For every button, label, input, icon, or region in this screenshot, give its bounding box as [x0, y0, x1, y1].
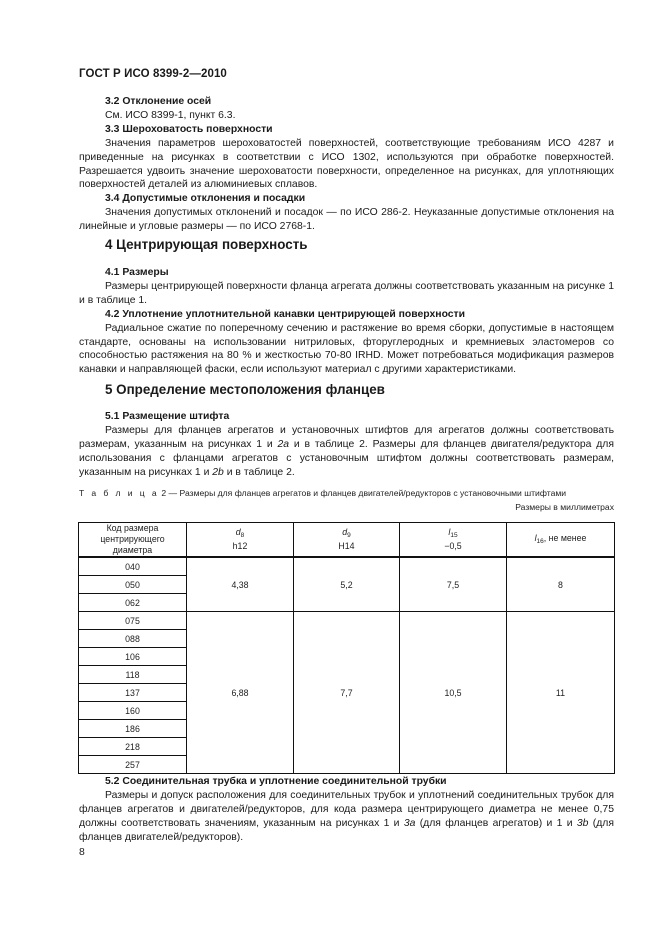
figure-ref: 2b: [212, 466, 224, 478]
symbol: l: [448, 527, 451, 537]
code-cell: 040: [79, 557, 187, 576]
section-5-2-text: [79, 789, 614, 845]
subscript: 9: [347, 532, 351, 539]
figure-ref: 2a: [277, 438, 290, 450]
tolerance: −0,5: [444, 541, 462, 551]
section-3-2-title: 3.2 Отклонение осей: [105, 96, 212, 107]
code-cell: 075: [79, 612, 187, 630]
l16-cell: 11: [507, 612, 615, 774]
table-header-row: [79, 523, 615, 558]
l16-cell: 8: [507, 557, 615, 612]
figure-ref: 3a: [403, 817, 416, 829]
section-5-1-text: [79, 424, 614, 480]
page-number: 8: [79, 847, 85, 858]
subscript: 15: [450, 532, 458, 539]
suffix: , не менее: [543, 532, 587, 543]
symbol: d: [342, 527, 348, 537]
section-5-1: [79, 410, 614, 480]
section-4-title: 4 Центрирующая поверхность: [105, 237, 308, 252]
section-3-4-title: 3.4 Допустимые отклонения и посадки: [105, 193, 306, 205]
table-row: [79, 557, 615, 576]
section-4-2-title: 4.2 Уплотнение уплотнительной канавки центрирующей поверхности: [105, 308, 466, 320]
code-cell: 062: [79, 594, 187, 612]
code-cell: 218: [79, 738, 187, 756]
text-run: Размеры и допуск расположения для соединительных трубок и уплотнений соединительных трубок для фланцев агрегатов и двигателей/редукторов, для кода размера центрирующего диаметра не менее 0,75 должны соответствовать значениям, указанным на рисунках 1 и: [79, 789, 614, 829]
header-d9: [294, 523, 400, 558]
table-label: Т а б л и ц а: [79, 488, 159, 498]
section-4-2-text: Радиальное сжатие по поперечному сечению и растяжение во время сборки, допустимые в настоящем стандарте, основаны на использовании нитриловых, фторуглеродных и кремниевых эластомеров со способностью растяжения на 80 % и жесткостью 70-80 IRHD. Может потребоваться модификация размеров канавки и направляющей фаски, если используют материал с другими характеристиками.: [79, 322, 614, 376]
section-5-2-title: 5.2 Соединительная трубка и уплотнение соединительной трубки: [105, 776, 447, 787]
header-code: [79, 523, 187, 558]
section-5-title: 5 Определение местоположения фланцев: [105, 382, 385, 397]
text-run: и в таблице 2. Размеры для фланцев двигателя/редуктора для использования с фланцами агрегатов с установочным штифтом должны соответствовать размерам, указанным на рисунках 1 и: [79, 438, 614, 478]
text-run: (для фланцев агрегатов) и 1 и: [415, 817, 577, 829]
subscript: 8: [240, 532, 245, 539]
tolerance: h12: [232, 541, 248, 551]
section-3-3-text: Значения параметров шероховатостей поверхностей, соответствующие требованиям ИСО 4287 и приведенные на рисунках в соответствии с ИСО 1302, используются при обработке поверхностей. Разрешается удвоить значение шероховатости поверхности, определенное на рисунках, для уплотняющих поверхностей деталей из алюминиевых сплавов.: [79, 137, 614, 191]
l15-cell: 7,5: [400, 557, 507, 612]
text-run: и в таблице 2.: [223, 466, 295, 478]
section-3-2-text: См. ИСО 8399-1, пункт 6.3.: [105, 109, 236, 121]
d8-cell: 4,38: [187, 557, 294, 612]
symbol: l: [534, 532, 537, 543]
d8-cell: 6,88: [187, 612, 294, 774]
section-5-2: [79, 775, 614, 845]
section-4-1-text: Размеры центрирующей поверхности фланца агрегата должны соответствовать указанным на рисунке 1 и в таблице 1.: [79, 280, 614, 306]
text-run: Размеры для фланцев агрегатов и установочных штифтов для агрегатов должны соответствовать размерам, указанным на рисунках 1 и: [79, 424, 614, 450]
code-cell: 160: [79, 702, 187, 720]
header-code-text: Код размера центрирующего диаметра: [100, 523, 165, 555]
table-2: [78, 522, 615, 774]
section-5-1-title: 5.1 Размещение штифта: [105, 411, 230, 422]
code-cell: 257: [79, 756, 187, 774]
symbol: d: [235, 527, 241, 537]
table-row: [79, 612, 615, 630]
code-cell: 186: [79, 720, 187, 738]
code-cell: 050: [79, 576, 187, 594]
standard-header: ГОСТ Р ИСО 8399-2—2010: [79, 68, 227, 80]
figure-ref: 3b: [576, 817, 589, 829]
header-d8: [187, 523, 294, 558]
section-3-3-title: 3.3 Шероховатость поверхности: [105, 123, 273, 135]
section-4-1-title: 4.1 Размеры: [105, 267, 169, 278]
code-cell: 088: [79, 630, 187, 648]
header-l16: [507, 523, 615, 558]
header-l15: [400, 523, 507, 558]
d9-cell: 7,7: [294, 612, 400, 774]
text-run: (для фланцев двигателей/редукторов).: [79, 817, 614, 843]
table-2-caption: [79, 488, 614, 498]
l15-cell: 10,5: [400, 612, 507, 774]
section-3-4-text: Значения допустимых отклонений и посадок — по ИСО 286-2. Неуказанные допустимые отклонения на линейные и угловые размеры — по ИСО 2768-1.: [79, 207, 614, 233]
d9-cell: 5,2: [294, 557, 400, 612]
code-cell: 106: [79, 648, 187, 666]
table-caption-text: 2 — Размеры для фланцев агрегатов и фланцев двигателей/редукторов с установочными штифтами: [159, 488, 567, 498]
table-units: Размеры в миллиметрах: [515, 502, 614, 512]
section-4-1: [79, 266, 614, 377]
code-cell: 118: [79, 666, 187, 684]
code-cell: 137: [79, 684, 187, 702]
section-3-2: [79, 95, 614, 234]
subscript: 16: [536, 537, 544, 545]
tolerance: H14: [338, 541, 355, 551]
